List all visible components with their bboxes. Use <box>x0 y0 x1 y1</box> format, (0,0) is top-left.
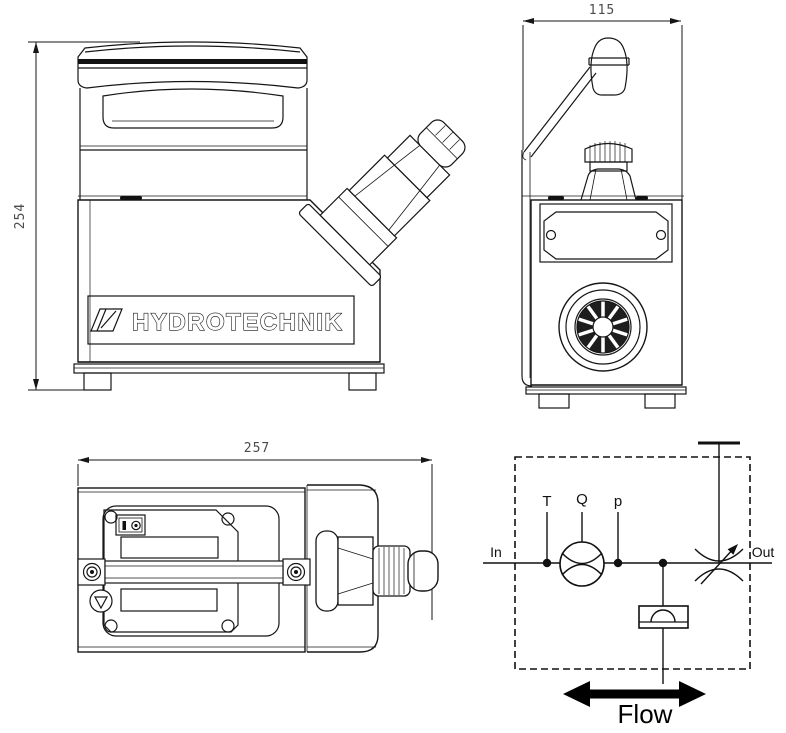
display-window-lower <box>121 589 217 611</box>
nameplate <box>88 296 354 344</box>
load-valve-symbol <box>639 559 688 684</box>
hydraulic-schematic <box>483 443 774 729</box>
side-view <box>522 3 686 408</box>
handle-grip-recess <box>103 89 283 128</box>
tap-label-Q: Q <box>576 491 588 508</box>
height-dimension-label: 254 <box>13 202 28 230</box>
length-dimension-label: 257 <box>243 441 271 456</box>
tap-label-T: T <box>542 493 552 510</box>
flow-meter-symbol <box>560 491 604 586</box>
hydrotechnik-logo-mark <box>91 309 122 331</box>
angled-sensor-connector <box>298 95 490 287</box>
power-switch[interactable] <box>116 515 145 535</box>
pressure-tap <box>614 493 622 567</box>
temperature-tap <box>542 493 551 567</box>
top-sensor-connector <box>581 141 636 200</box>
flow-direction-arrow <box>563 681 706 729</box>
side-sensor-connector <box>316 531 438 611</box>
vent-mark <box>120 196 142 200</box>
handle-bar <box>78 559 310 585</box>
carry-handle <box>78 42 307 128</box>
brand-label: HYDROTECHNIK <box>132 309 344 336</box>
front-view <box>13 42 490 390</box>
flow-label: Flow <box>617 699 673 729</box>
tap-label-p: p <box>613 493 623 510</box>
port-out-label: Out <box>751 544 775 560</box>
height-dimension <box>13 42 140 390</box>
front-base-and-feet <box>74 362 384 390</box>
port-in-label: In <box>490 544 502 560</box>
side-base-and-feet <box>526 385 686 408</box>
down-arrow-button[interactable] <box>90 590 112 612</box>
type-label-plate <box>540 204 672 262</box>
round-electrical-connector <box>559 283 647 371</box>
display-window-upper <box>121 537 218 558</box>
front-upper-housing <box>80 88 307 200</box>
connector-end-cap <box>408 551 438 591</box>
top-view <box>78 441 438 652</box>
width-dimension-label: 115 <box>588 3 616 18</box>
handle-knob <box>589 38 629 95</box>
